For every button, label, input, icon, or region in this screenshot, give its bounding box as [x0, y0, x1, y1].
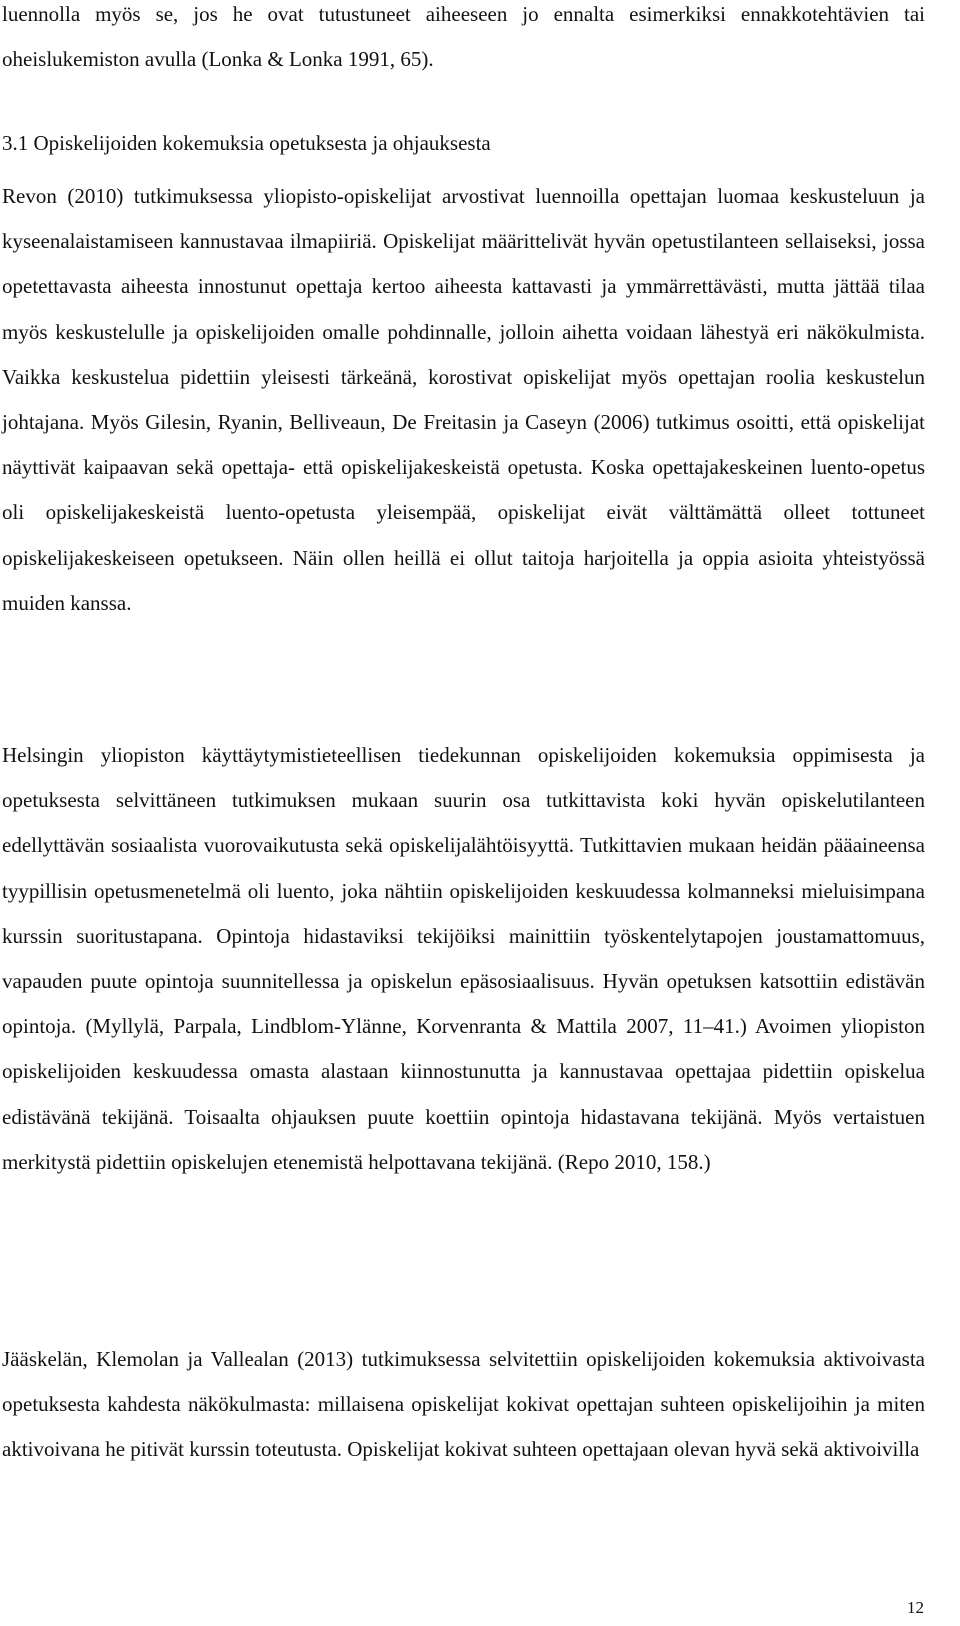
body-paragraph: Jääskelän, Klemolan ja Vallealan (2013) tutkimuksessa selvitettiin opiskelijoiden kokemuksia aktivoivasta opetuksesta kahdesta näkökulmasta: millaisena opiskelijat kokivat opettajan suhteen opiskelijoihin ja miten aktivoivana he pitivät kurssin toteutusta. Opiskelijat kokivat suhteen opettajaan olevan hyvä sekä aktivoivilla	[2, 1347, 925, 1462]
page-number: 12	[907, 1598, 924, 1617]
body-paragraph: Revon (2010) tutkimuksessa yliopisto-opiskelijat arvostivat luennoilla opettajan luomaa keskusteluun ja kyseenalaistamiseen kannustavaa ilmapiiriä. Opiskelijat määrittelivät hyvän opetustilanteen sellaiseksi, jossa opetettavasta aiheesta innostunut opettaja kertoo aiheesta kattavasti ja ymmärrettävästi, mutta jättää tilaa myös keskustelulle ja opiskelijoiden omalle pohdinnalle, jolloin aihetta voidaan lähestyä eri näkökulmista. Vaikka keskustelua pidettiin yleisesti tärkeänä, korostivat opiskelijat myös opettajan roolia keskustelun johtajana. Myös Gilesin, Ryanin, Belliveaun, De Freitasin ja Caseyn (2006) tutkimus osoitti, että opiskelijat näyttivät kaipaavan sekä opettaja- että opiskelijakeskeistä opetusta. Koska opettajakeskeinen luento-opetus oli opiskelijakeskeistä luento-opetusta yleisempää, opiskelijat eivät välttämättä olleet tottuneet opiskelijakeskeiseen opetukseen. Näin ollen heillä ei ollut taitoja harjoitella ja oppia asioita yhteistyössä muiden kanssa.	[2, 184, 925, 615]
section-heading: 3.1 Opiskelijoiden kokemuksia opetuksesta ja ohjauksesta	[2, 131, 491, 155]
body-paragraph: Helsingin yliopiston käyttäytymistieteellisen tiedekunnan opiskelijoiden kokemuksia oppimisesta ja opetuksesta selvittäneen tutkimuksen mukaan suurin osa tutkittavista koki hyvän opiskelutilanteen edellyttävän sosiaalista vuorovaikutusta sekä opiskelijalähtöisyyttä. Tutkittavien mukaan heidän pääaineensa tyypillisin opetusmenetelmä oli luento, joka nähtiin opiskelijoiden keskuudessa kolmanneksi mieluisimpana kurssin suoritustapana. Opintoja hidastaviksi tekijöiksi mainittiin työskentelytapojen joustamattomuus, vapauden puute opintoja suunnitellessa ja opiskelun epäsosiaalisuus. Hyvän opetuksen katsottiin edistävän opintoja. (Myllylä, Parpala, Lindblom-Ylänne, Korvenranta & Mattila 2007, 11–41.) Avoimen yliopiston opiskelijoiden keskuudessa omasta alastaan kiinnostunutta ja kannustavaa opettajaa pidettiin opiskelua edistävänä tekijänä. Toisaalta ohjauksen puute koettiin opintoja hidastavana tekijänä. Myös vertaistuen merkitystä pidettiin opiskelujen etenemistä helpottavana tekijänä. (Repo 2010, 158.)	[2, 743, 925, 1174]
intro-paragraph: luennolla myös se, jos he ovat tutustuneet aiheeseen jo ennalta esimerkiksi ennakkotehtävien tai oheislukemiston avulla (Lonka & Lonka 1991, 65).	[2, 2, 925, 72]
